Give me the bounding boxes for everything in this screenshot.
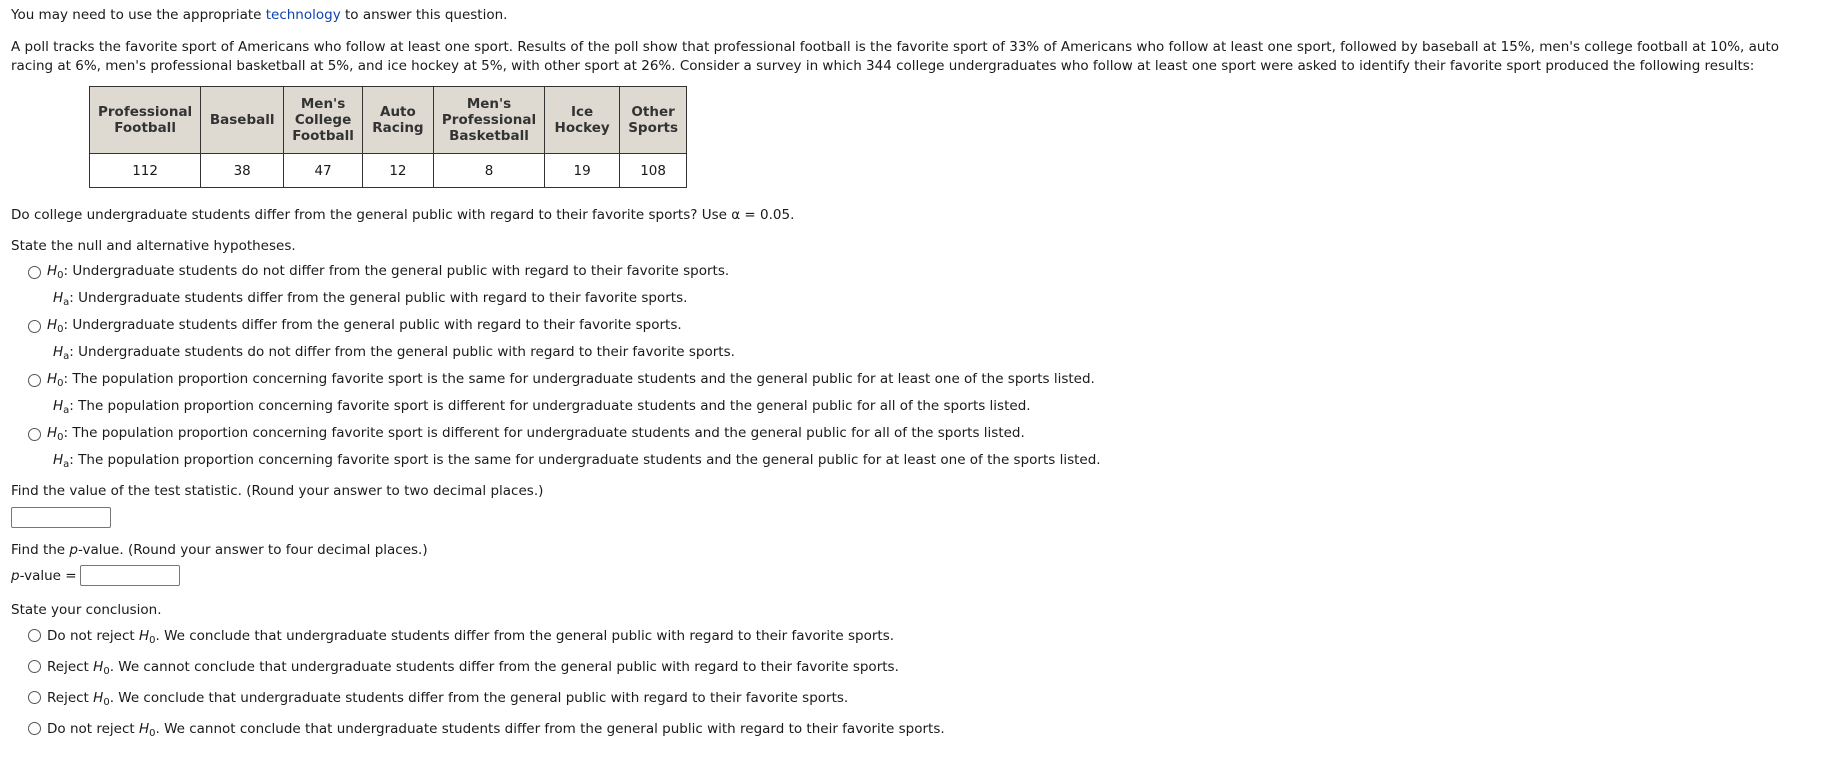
radio-button[interactable] [28,374,41,387]
value-auto-racing: 12 [362,154,433,188]
header-baseball: Baseball [201,87,284,154]
hypothesis-option-2[interactable]: $H_0$: Undergraduate students differ from the general public with regard to their favorite sports. $H_a$: Undergraduate students do not differ from the general public with regard to their favorite sports. [28,314,735,368]
value-mens-professional-basketball: 8 [433,154,544,188]
hypothesis-option-3[interactable]: $H_0$: The population proportion concerning favorite sport is the same for undergraduate students and the general public for at least one of the sports listed. $H_a$: The population proportion concerning favorite sport is different for undergraduate students and the general public for all of the sports listed. [28,368,1095,422]
test-statistic-prompt: Find the value of the test statistic. (Round your answer to two decimal places.) [11,483,544,499]
intro-text: You may need to use the appropriate technology to answer this question. [11,7,508,23]
table-row [90,154,687,188]
header-auto-racing: Auto Racing [362,87,433,154]
value-ice-hockey: 19 [545,154,620,188]
radio-button[interactable] [28,629,41,642]
header-mens-professional-basketball: Men's Professional Basketball [433,87,544,154]
pvalue-input[interactable] [80,565,180,586]
radio-button[interactable] [28,320,41,333]
value-mens-college-football: 47 [284,154,363,188]
radio-button[interactable] [28,722,41,735]
conclusion-option-3[interactable]: Reject $H_0$. We conclude that undergraduate students differ from the general public with regard to their favorite sports. [28,689,848,712]
value-baseball: 38 [201,154,284,188]
radio-button[interactable] [28,660,41,673]
radio-button[interactable] [28,691,41,704]
header-other-sports: Other Sports [620,87,687,154]
conclusion-option-4[interactable]: Do not reject $H_0$. We cannot conclude that undergraduate students differ from the general public with regard to their favorite sports. [28,720,945,743]
header-professional-football: Professional Football [90,87,201,154]
radio-button[interactable] [28,428,41,441]
poll-description: A poll tracks the favorite sport of Americans who follow at least one sport. Results of the poll show that professional football is the favorite sport of 33% of Americans who follow at least one sport, followed by baseball at 15%, men's college football at 10%, auto racing at 6%, men's professional basketball at 5%, and ice hockey at 5%, with other sport at 26%. Consider a survey in which 344 college undergraduates who follow at least one sport were asked to identify their favorite sport produced the following results: [11,39,1779,74]
pvalue-label: p-value = [11,568,77,584]
header-mens-college-football: Men's College Football [284,87,363,154]
survey-results-table [89,86,687,188]
radio-button[interactable] [28,266,41,279]
conclusion-prompt: State your conclusion. [11,602,162,618]
conclusion-option-1[interactable]: Do not reject $H_0$. We conclude that undergraduate students differ from the general public with regard to their favorite sports. [28,627,894,650]
hypotheses-prompt: State the null and alternative hypotheses. [11,238,296,254]
question-text: Do college undergraduate students differ from the general public with regard to their favorite sports? Use α = 0.05. [11,207,795,223]
conclusion-option-2[interactable]: Reject $H_0$. We cannot conclude that undergraduate students differ from the general public with regard to their favorite sports. [28,658,899,681]
pvalue-prompt: Find the p-value. (Round your answer to four decimal places.) [11,542,428,558]
technology-link[interactable]: technology [265,7,341,23]
hypothesis-option-1[interactable]: $H_0$: Undergraduate students do not differ from the general public with regard to their favorite sports. $H_a$: Undergraduate students differ from the general public with regard to their favorite sports. [28,260,729,314]
value-professional-football: 112 [90,154,201,188]
test-statistic-input[interactable] [11,507,111,528]
value-other-sports: 108 [620,154,687,188]
header-ice-hockey: Ice Hockey [545,87,620,154]
hypothesis-option-4[interactable]: $H_0$: The population proportion concerning favorite sport is different for undergraduate students and the general public for all of the sports listed. $H_a$: The population proportion concerning favorite sport is the same for undergraduate students and the general public for at least one of the sports listed. [28,422,1101,476]
table-header-row [90,87,687,154]
